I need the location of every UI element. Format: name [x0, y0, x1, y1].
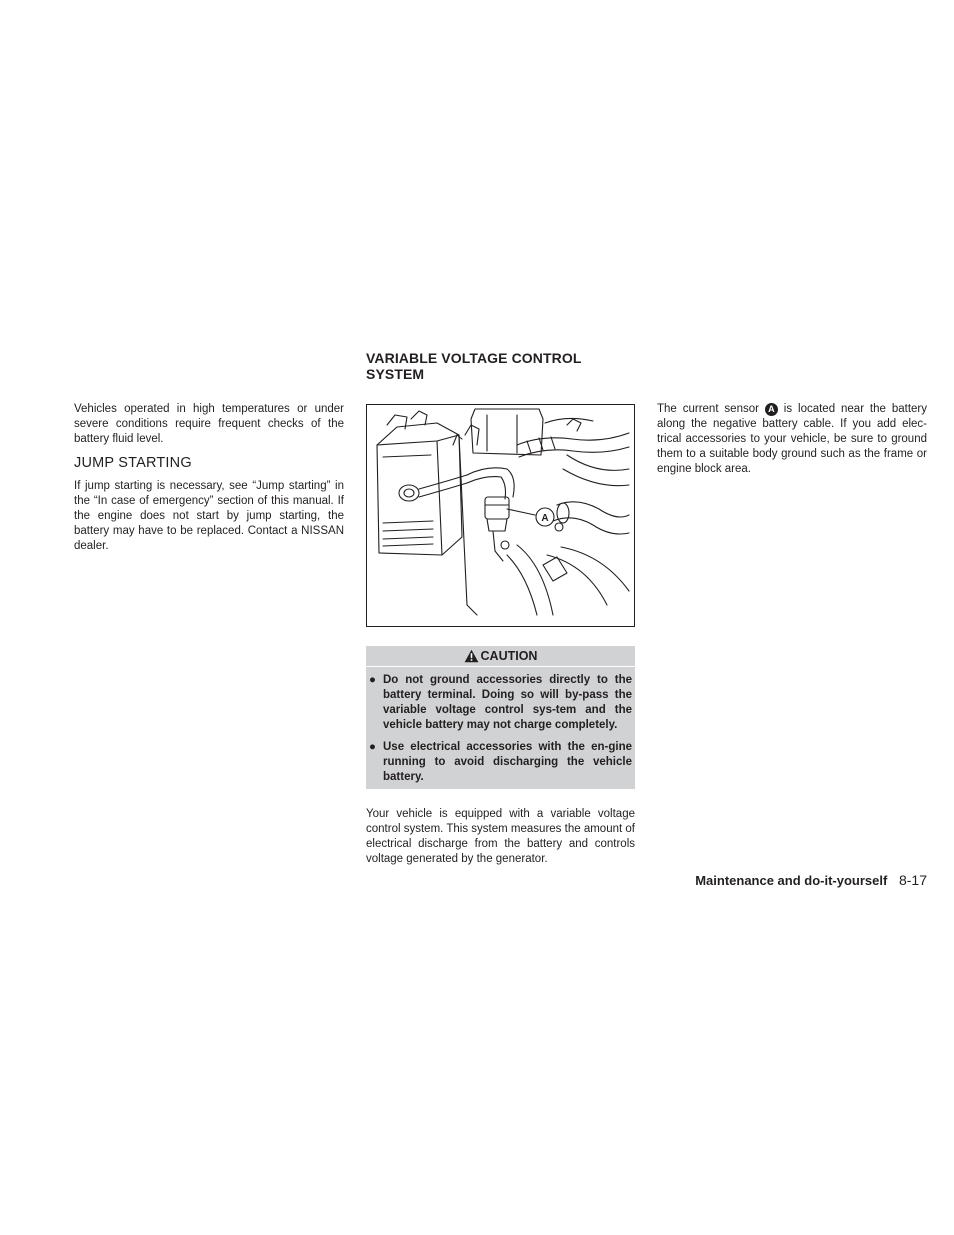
- bullet-icon: ●: [369, 741, 376, 753]
- caution-list: [366, 667, 635, 789]
- right-column: [657, 402, 927, 477]
- sensor-label-a: A: [765, 403, 778, 416]
- warning-triangle-icon: [464, 649, 479, 663]
- caution-box: [366, 646, 635, 789]
- caution-item: ● Use electrical accessories with the en-gine running to avoid discharging the vehicle battery.: [369, 741, 632, 783]
- current-sensor-illustration: [366, 404, 635, 627]
- vvcs-heading-line1: VARIABLE VOLTAGE CONTROL: [366, 350, 582, 366]
- vvcs-body-block: [366, 807, 635, 867]
- section-title: Maintenance and do-it-yourself: [695, 873, 888, 888]
- vvcs-heading-line2: SYSTEM: [366, 366, 425, 382]
- caution-title: CAUTION: [480, 649, 538, 663]
- bullet-icon: ●: [369, 674, 376, 686]
- caution-header: [366, 646, 635, 667]
- battery-fluid-paragraph: Vehicles operated in high temperatures or under severe conditions require frequent checks of the battery fluid level.: [74, 403, 344, 445]
- page-number: 8-17: [898, 872, 927, 888]
- vvcs-description: Your vehicle is equipped with a variable voltage control system. This system measures the amount of electrical discharge from the battery and controls voltage generated by the generator.: [366, 808, 635, 865]
- caution-item: ● Do not ground accessories directly to the battery terminal. Doing so will by-pass the variable voltage control sys-tem and the vehicle battery may not charge completely.: [369, 674, 632, 731]
- jump-starting-paragraph: If jump starting is necessary, see “Jump starting” in the “In case of emergency” section of this manual. If the engine does not start by jump starting, the battery may have to be replaced. Contact a NISSAN dealer.: [74, 480, 344, 552]
- left-column: [74, 402, 344, 554]
- engine-bay-drawing: [367, 405, 634, 626]
- vvcs-heading-block: [366, 350, 635, 382]
- figure-label-a: A: [541, 513, 549, 524]
- vvcs-heading: [366, 350, 635, 382]
- current-sensor-paragraph: The current sensor A is located near the battery along the negative battery cable. If you add elec-trical accessories to your vehicle, be sure to ground them to a suitable body ground such as the frame or engine block area.: [657, 403, 927, 475]
- jump-starting-heading: JUMP STARTING: [74, 455, 192, 471]
- page-footer: [695, 872, 927, 888]
